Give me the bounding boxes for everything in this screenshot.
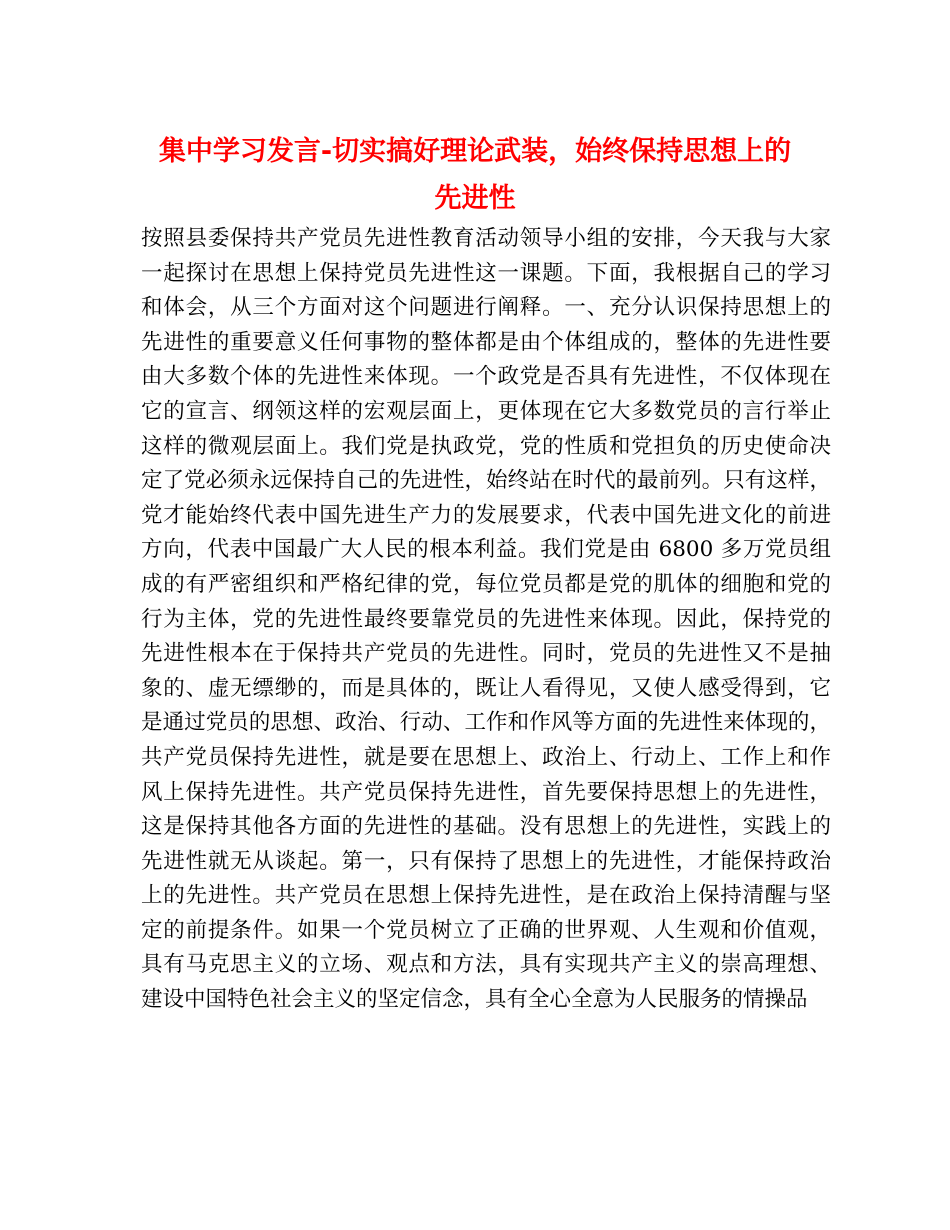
body-line: 按照县委保持共产党员先进性教育活动领导小组的安排，今天我与大家 — [141, 226, 831, 251]
body-line: 上的先进性。共产党员在思想上保持先进性，是在政治上保持清醒与坚 — [141, 883, 831, 909]
body-line: 先进性就无从谈起。第一，只有保持了思想上的先进性，才能保持政治 — [141, 848, 831, 874]
title-line-2: 先进性 — [434, 183, 516, 214]
title-line-1: 集中学习发言-切实搞好理论武装，始终保持思想上的 — [158, 136, 792, 167]
body-line: 建设中国特色社会主义的坚定信念，具有全心全意为人民服务的情操品 — [141, 987, 808, 1013]
body-line: 先进性根本在于保持共产党员的先进性。同时，党员的先进性又不是抽 — [141, 641, 831, 667]
body-line: 是通过党员的思想、政治、行动、工作和作风等方面的先进性来体现的， — [141, 710, 831, 736]
document-title — [120, 128, 830, 222]
body-paragraph — [141, 222, 831, 1018]
body-line: 由大多数个体的先进性来体现。一个政党是否具有先进性，不仅体现在 — [141, 364, 831, 390]
body-line: 定的前提条件。如果一个党员树立了正确的世界观、人生观和价值观， — [141, 917, 831, 943]
body-line: 这样的微观层面上。我们党是执政党，党的性质和党担负的历史使命决 — [141, 433, 831, 459]
body-line: 党才能始终代表中国先进生产力的发展要求，代表中国先进文化的前进 — [141, 502, 831, 528]
body-line: 这是保持其他各方面的先进性的基础。没有思想上的先进性，实践上的 — [141, 814, 831, 840]
body-line: 风上保持先进性。共产党员保持先进性，首先要保持思想上的先进性， — [141, 779, 831, 805]
body-line: 具有马克思主义的立场、观点和方法，具有实现共产主义的崇高理想、 — [141, 952, 831, 978]
body-line: 一起探讨在思想上保持党员先进性这一课题。下面，我根据自己的学习 — [141, 260, 831, 286]
body-line: 行为主体，党的先进性最终要靠党员的先进性来体现。因此，保持党的 — [141, 606, 831, 632]
body-line: 共产党员保持先进性，就是要在思想上、政治上、行动上、工作上和作 — [141, 744, 831, 770]
body-line: 象的、虚无缥缈的，而是具体的，既让人看得见，又使人感受得到，它 — [141, 675, 831, 701]
body-line: 成的有严密组织和严格纪律的党，每位党员都是党的肌体的细胞和党的 — [141, 571, 831, 597]
body-line: 先进性的重要意义任何事物的整体都是由个体组成的，整体的先进性要 — [141, 329, 831, 355]
body-line: 方向，代表中国最广大人民的根本利益。我们党是由 6800 多万党员组 — [141, 537, 831, 563]
body-line: 定了党必须永远保持自己的先进性，始终站在时代的最前列。只有这样， — [141, 468, 831, 494]
body-line: 和体会，从三个方面对这个问题进行阐释。一、充分认识保持思想上的 — [141, 295, 831, 321]
body-line: 它的宣言、纲领这样的宏观层面上，更体现在它大多数党员的言行举止 — [141, 398, 831, 424]
